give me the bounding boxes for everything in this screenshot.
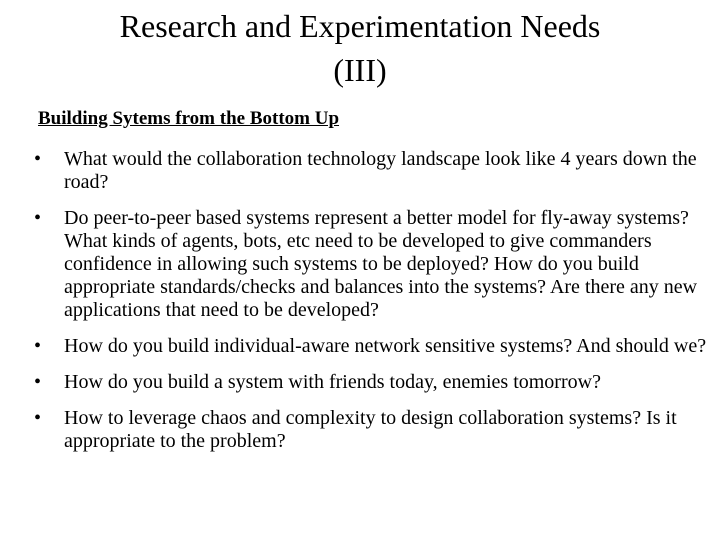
bullet-dot-icon: • — [34, 407, 42, 429]
bullet-text: How do you build individual-aware network sensitive systems? And should we? — [64, 335, 707, 357]
bullet-dot-icon: • — [34, 207, 42, 229]
bullet-item-2 — [0, 207, 720, 322]
bullet-item-5 — [0, 407, 720, 453]
bullet-dot-icon: • — [34, 371, 42, 393]
bullet-text: How do you build a system with friends today, enemies tomorrow? — [64, 371, 601, 393]
bullet-item-1 — [0, 148, 720, 194]
bullet-item-3 — [0, 335, 720, 358]
slide-title-line-2: (III) — [333, 52, 387, 88]
bullet-text: How to leverage chaos and complexity to design collaboration systems? Is it appropriate to the problem? — [64, 407, 677, 452]
bullet-dot-icon: • — [34, 148, 42, 170]
bullet-text: What would the collaboration technology landscape look like 4 years down the road? — [64, 148, 697, 193]
bullet-list — [0, 148, 720, 466]
bullet-dot-icon: • — [34, 335, 42, 357]
slide-title-line-1: Research and Experimentation Needs — [119, 8, 601, 44]
slide-title — [40, 4, 680, 92]
bullet-item-4 — [0, 371, 720, 394]
section-heading: Building Sytems from the Bottom Up — [38, 108, 340, 129]
bullet-text: Do peer-to-peer based systems represent a better model for fly-away systems? What kinds of agents, bots, etc need to be developed to give commanders confidence in allowing such systems to be deployed? How do you build appropriate standards/checks and balances into the systems? Are there any new applications that need to be developed? — [64, 207, 698, 321]
